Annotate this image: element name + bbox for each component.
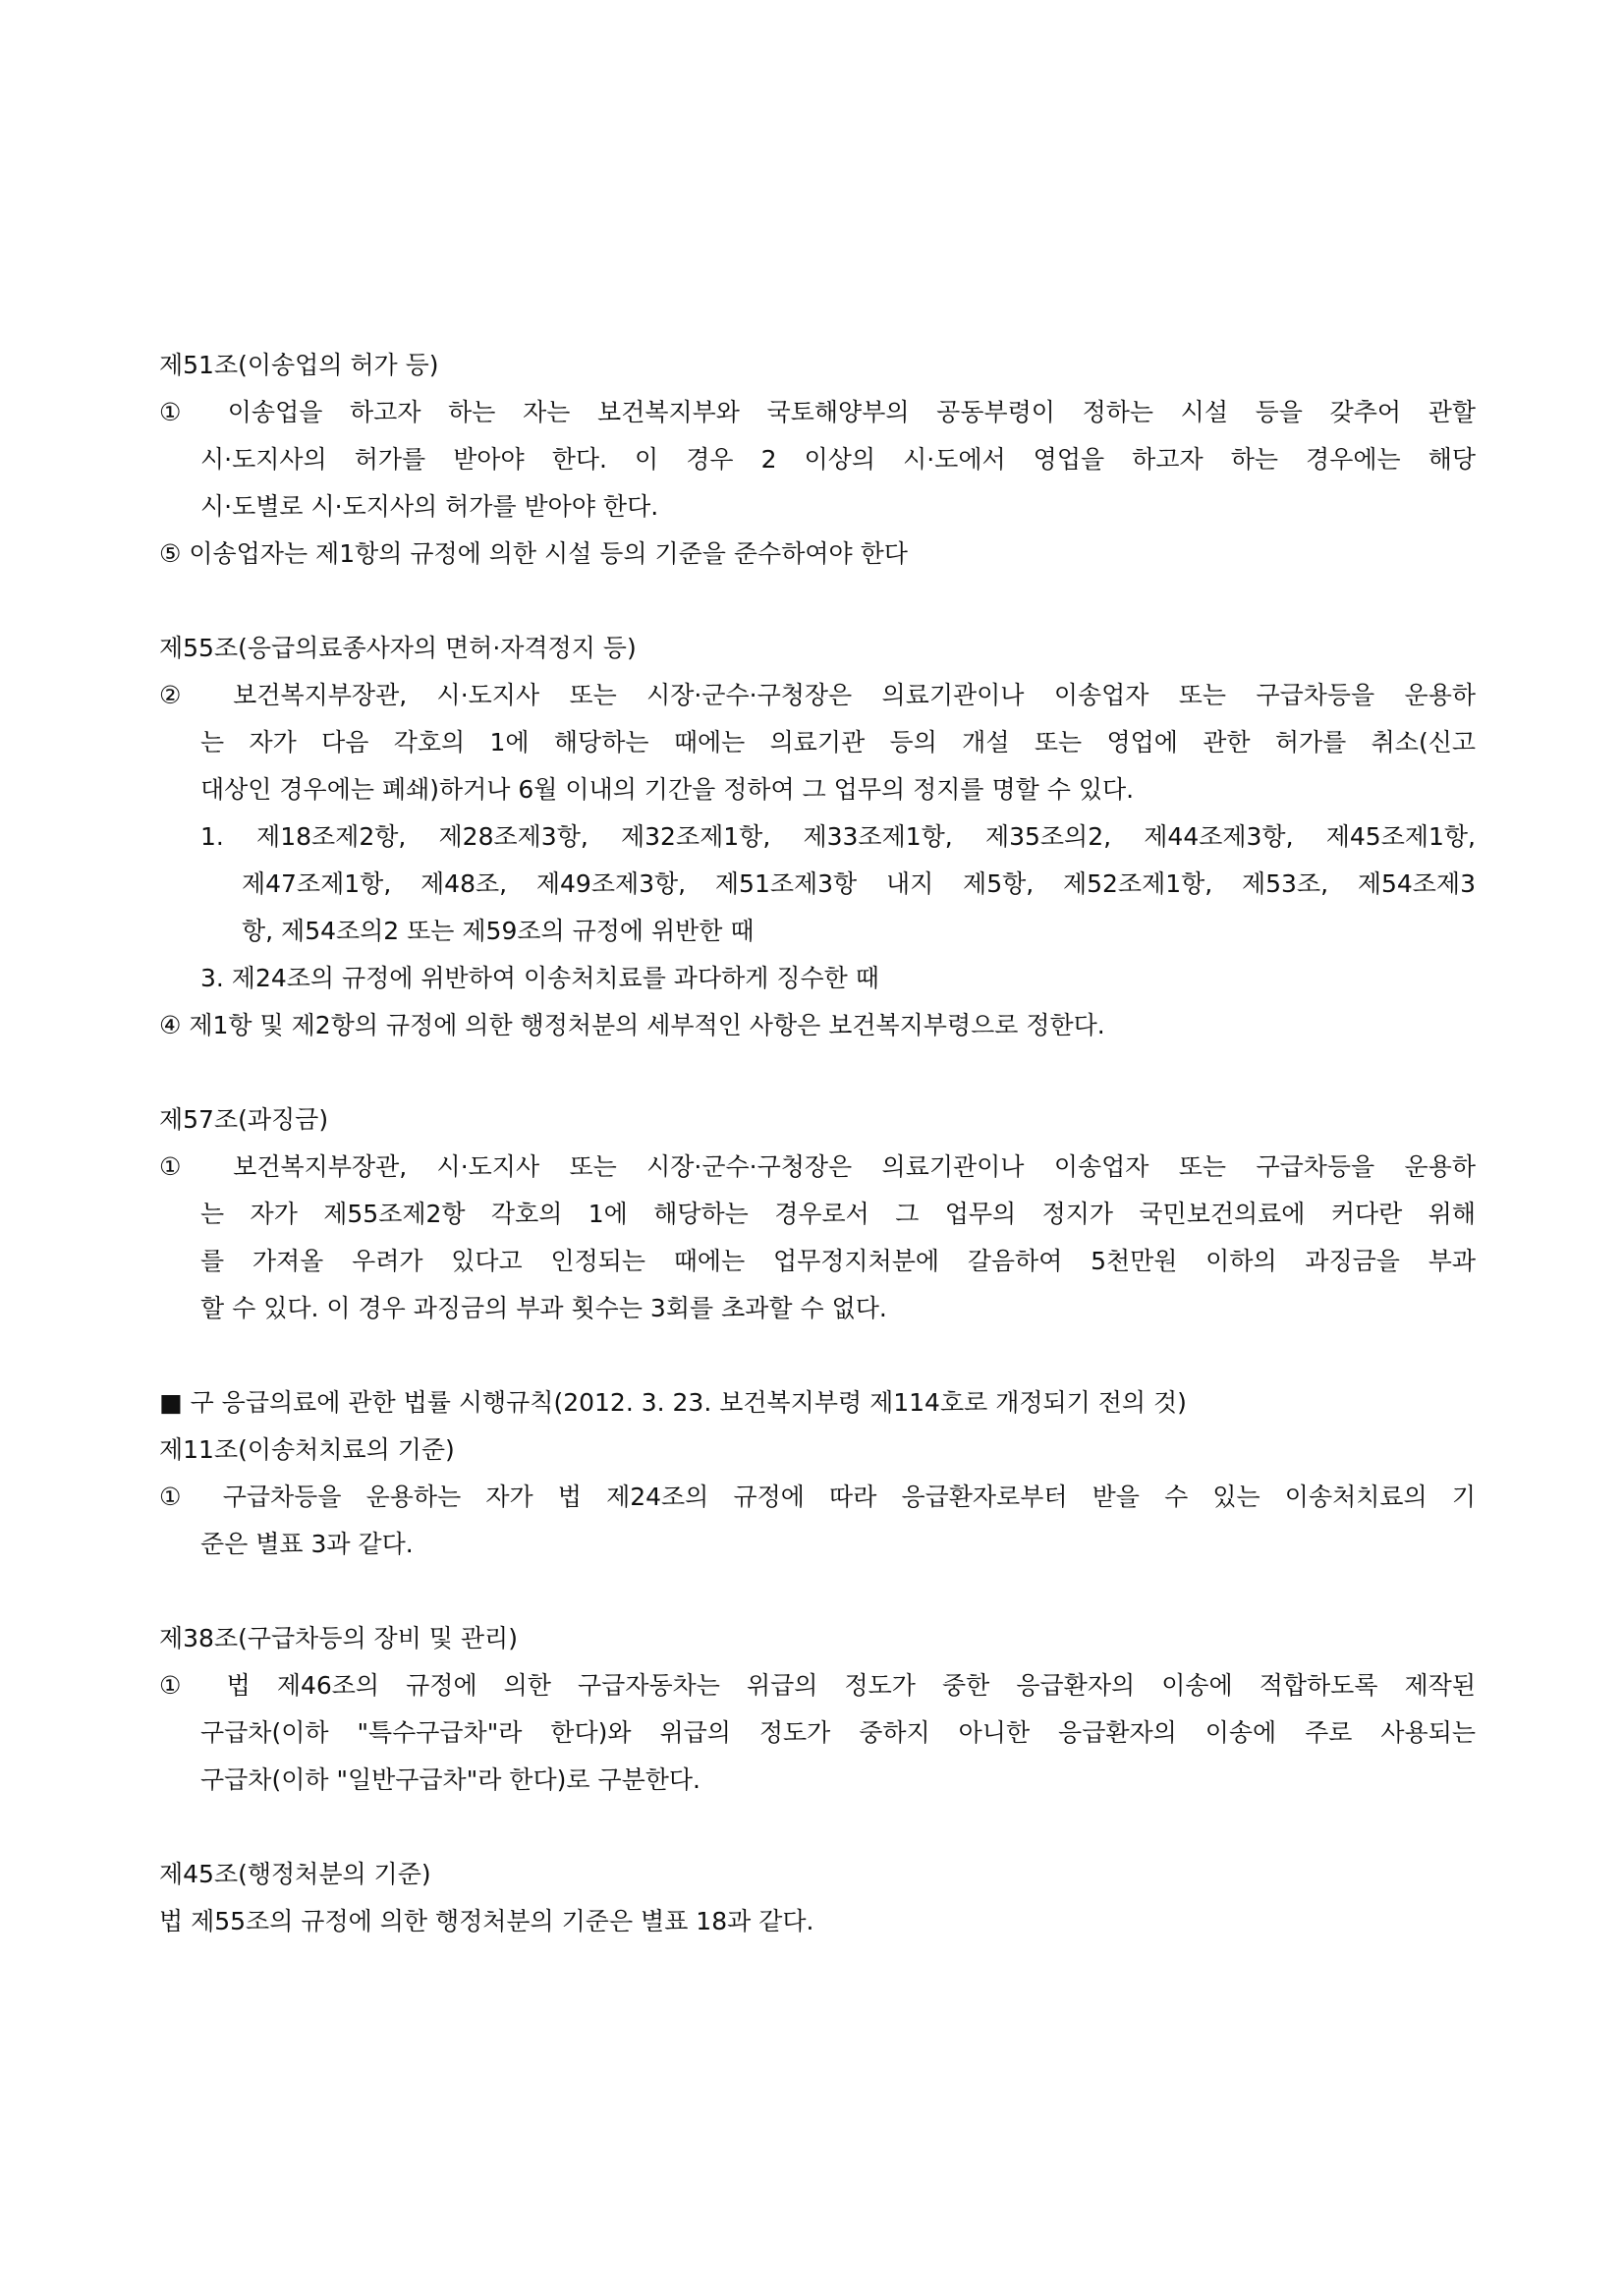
article-51-para-1-line-3: 시·도별로 시·도지사의 허가를 받아야 한다. — [200, 492, 659, 521]
article-55-item-3: 3. 제24조의 규정에 위반하여 이송처치료를 과다하게 징수한 때 — [200, 964, 879, 992]
article-55-item-1-line-1: 1. 제18조제2항, 제28조제3항, 제32조제1항, 제33조제1항, 제35조의2, 제44조제3항, 제45조제1항, — [200, 822, 1476, 851]
article-57-heading: 제57조(과징금) — [159, 1105, 329, 1134]
article-51-para-1-line-1: ① 이송업을 하고자 하는 자는 보건복지부와 국토해양부의 공동부령이 정하는 시설 등을 갖추어 관할 — [159, 398, 1476, 426]
article-55-heading: 제55조(응급의료종사자의 면허·자격정지 등) — [159, 634, 637, 662]
rule-45-heading: 제45조(행정처분의 기준) — [159, 1860, 431, 1888]
rule-11-para-1-line-2: 준은 별표 3과 같다. — [200, 1530, 414, 1558]
article-51-para-1-line-2: 시·도지사의 허가를 받아야 한다. 이 경우 2 이상의 시·도에서 영업을 하고자 하는 경우에는 해당 — [200, 445, 1476, 474]
spacer — [159, 1049, 1476, 1096]
article-55-item-1-line-3: 항, 제54조의2 또는 제59조의 규정에 위반한 때 — [242, 917, 755, 945]
spacer — [159, 1568, 1476, 1615]
spacer — [159, 578, 1476, 625]
document-page — [159, 342, 1476, 1945]
spacer — [159, 1332, 1476, 1379]
rule-45-text: 법 제55조의 규정에 의한 행정처분의 기준은 별표 18과 같다. — [159, 1907, 814, 1935]
rule-11-heading: 제11조(이송처치료의 기준) — [159, 1435, 455, 1464]
article-55-para-2-line-1: ② 보건복지부장관, 시·도지사 또는 시장·군수·구청장은 의료기관이나 이송업자 또는 구급차등을 운용하 — [159, 681, 1476, 709]
article-55-para-2-line-3: 대상인 경우에는 폐쇄)하거나 6월 이내의 기간을 정하여 그 업무의 정지를 명할 수 있다. — [200, 775, 1135, 804]
article-55-para-4: ④ 제1항 및 제2항의 규정에 의한 행정처분의 세부적인 사항은 보건복지부령으로 정한다. — [159, 1011, 1105, 1039]
article-51-heading: 제51조(이송업의 허가 등) — [159, 351, 439, 379]
article-55-para-2-line-2: 는 자가 다음 각호의 1에 해당하는 때에는 의료기관 등의 개설 또는 영업에 관한 허가를 취소(신고 — [200, 728, 1476, 756]
article-51-para-5: ⑤ 이송업자는 제1항의 규정에 의한 시설 등의 기준을 준수하여야 한다 — [159, 539, 908, 568]
rule-38-para-1-line-1: ① 법 제46조의 규정에 의한 구급자동차는 위급의 정도가 중한 응급환자의 이송에 적합하도록 제작된 — [159, 1671, 1476, 1700]
rule-38-para-1-line-2: 구급차(이하 "특수구급차"라 한다)와 위급의 정도가 중하지 아니한 응급환자의 이송에 주로 사용되는 — [200, 1718, 1476, 1747]
article-57-para-1-line-3: 를 가져올 우려가 있다고 인정되는 때에는 업무정지처분에 갈음하여 5천만원 이하의 과징금을 부과 — [200, 1247, 1476, 1275]
article-55-item-1-line-2: 제47조제1항, 제48조, 제49조제3항, 제51조제3항 내지 제5항, 제52조제1항, 제53조, 제54조제3 — [242, 869, 1476, 898]
article-57-para-1-line-1: ① 보건복지부장관, 시·도지사 또는 시장·군수·구청장은 의료기관이나 이송업자 또는 구급차등을 운용하 — [159, 1152, 1476, 1181]
article-57-para-1-line-4: 할 수 있다. 이 경우 과징금의 부과 횟수는 3회를 초과할 수 없다. — [200, 1294, 887, 1322]
rule-11-para-1-line-1: ① 구급차등을 운용하는 자가 법 제24조의 규정에 따라 응급환자로부터 받을 수 있는 이송처치료의 기 — [159, 1483, 1476, 1511]
article-57-para-1-line-2: 는 자가 제55조제2항 각호의 1에 해당하는 경우로서 그 업무의 정지가 국민보건의료에 커다란 위해 — [200, 1200, 1476, 1228]
rules-section-title: ■ 구 응급의료에 관한 법률 시행규칙(2012. 3. 23. 보건복지부령 제114호로 개정되기 전의 것) — [159, 1388, 1187, 1417]
rule-38-para-1-line-3: 구급차(이하 "일반구급차"라 한다)로 구분한다. — [200, 1765, 700, 1794]
rule-38-heading: 제38조(구급차등의 장비 및 관리) — [159, 1624, 518, 1652]
spacer — [159, 1804, 1476, 1851]
